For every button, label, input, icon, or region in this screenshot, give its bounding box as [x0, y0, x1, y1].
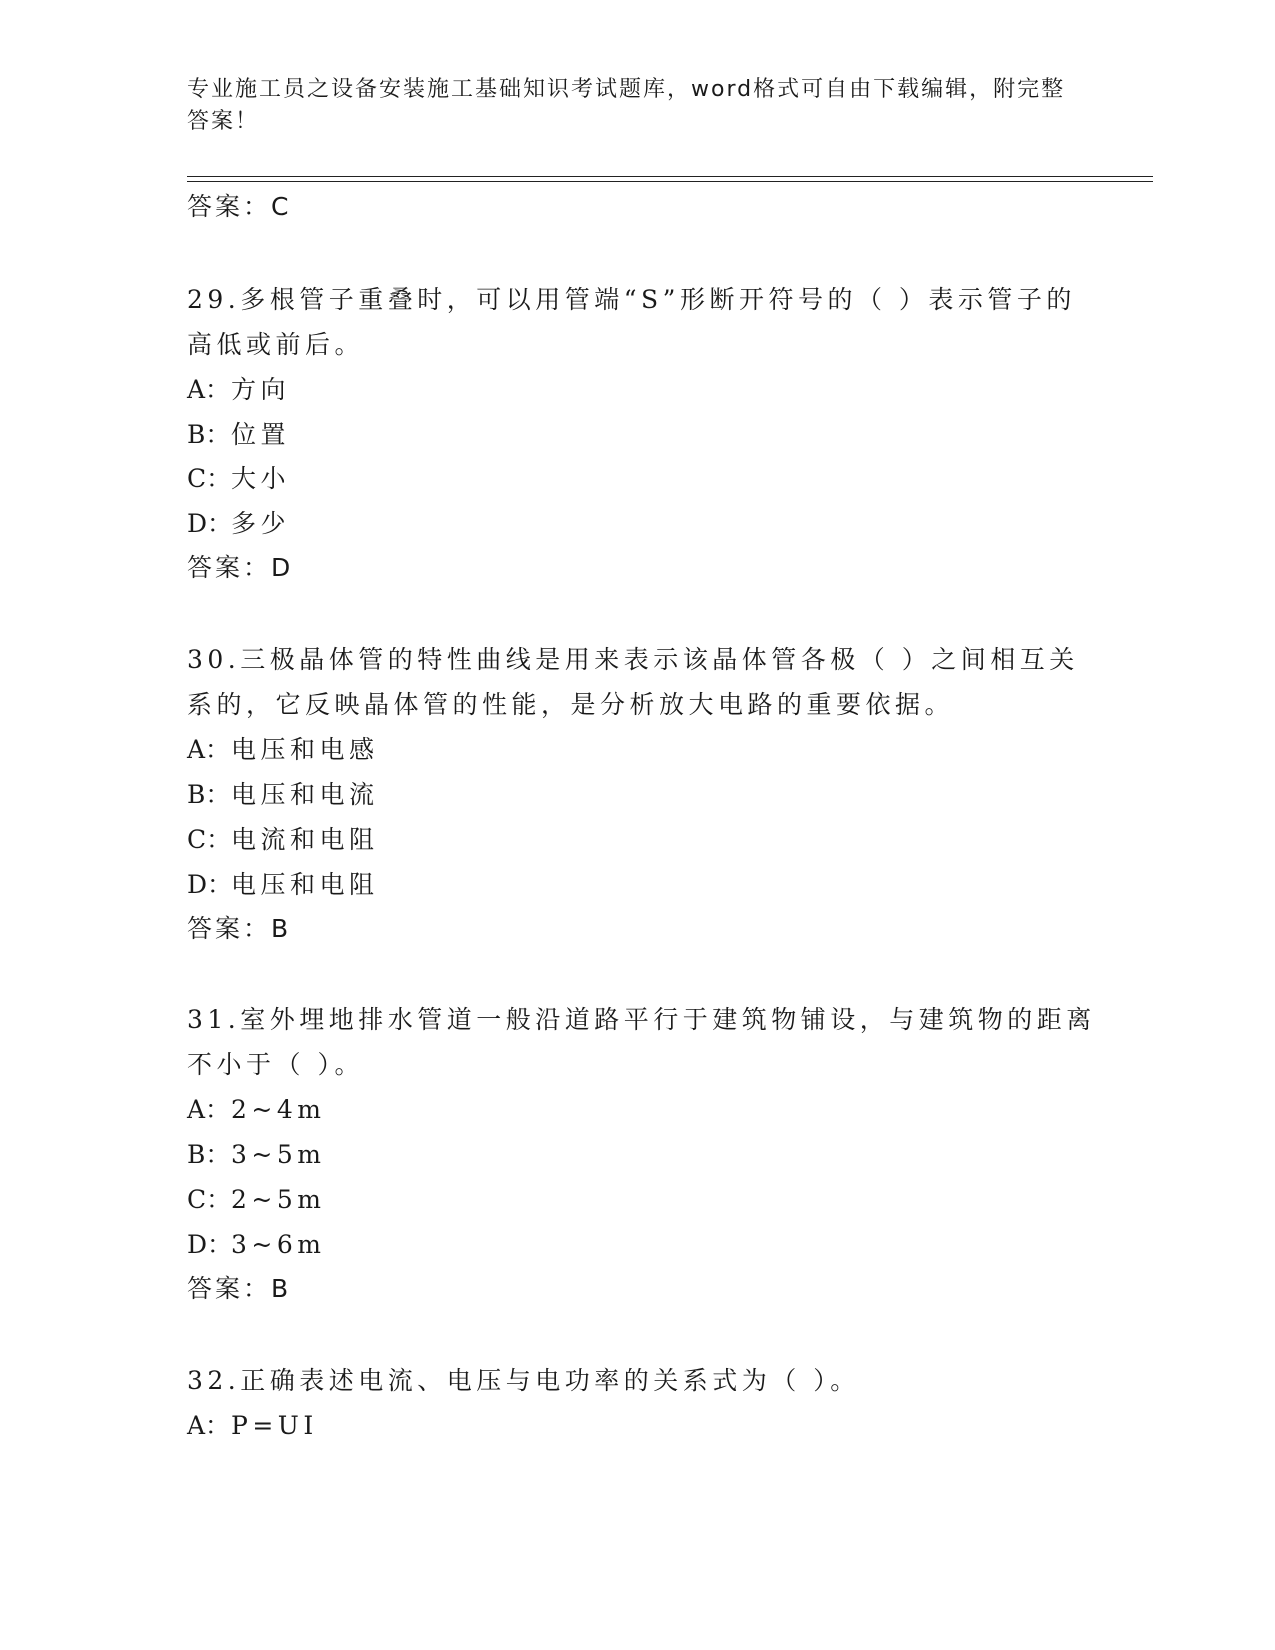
option-label: D： [187, 509, 233, 538]
option-text: 2~5m [231, 1185, 326, 1214]
option-text: 多少 [231, 509, 291, 538]
option-text: 2~4m [231, 1095, 326, 1124]
option-text: 电流和电阻 [231, 825, 379, 854]
option-label: B： [187, 420, 231, 449]
question-29-line-2: 高低或前后。 [187, 330, 365, 359]
answer-28: 答案：C [187, 192, 292, 221]
question-30-line-1: 30.三极晶体管的特性曲线是用来表示该晶体管各极（ ）之间相互关 [187, 645, 1079, 674]
question-30-option-c [187, 825, 379, 855]
option-label: B： [187, 1140, 231, 1169]
question-30-option-a [187, 735, 379, 765]
option-text: 电压和电感 [231, 735, 379, 764]
option-label: D： [187, 870, 233, 899]
option-label: B： [187, 780, 231, 809]
question-31-option-a [187, 1095, 325, 1125]
option-text: 方向 [231, 375, 291, 404]
question-30-option-d [187, 870, 379, 900]
question-30-option-b [187, 780, 379, 810]
option-text: 3~6m [231, 1230, 326, 1259]
option-label: A： [187, 1411, 231, 1440]
question-31-option-b [187, 1140, 325, 1170]
header-rule-top [187, 176, 1153, 177]
question-32-line-1: 32.正确表述电流、电压与电功率的关系式为（ ）。 [187, 1366, 860, 1395]
question-30-line-2: 系的，它反映晶体管的性能，是分析放大电路的重要依据。 [187, 690, 955, 719]
question-32-option-a [187, 1411, 318, 1441]
header-rule-bottom [187, 181, 1153, 182]
option-label: A： [187, 375, 231, 404]
question-29-option-b [187, 420, 290, 450]
option-text: 电压和电阻 [231, 870, 379, 899]
answer-30: 答案：B [187, 914, 292, 943]
option-text: 3~5m [231, 1140, 326, 1169]
document-header: 专业施工员之设备安装施工基础知识考试题库，word格式可自由下载编辑，附完整答案！ [187, 77, 1066, 134]
option-text: 位置 [231, 420, 291, 449]
option-label: D： [187, 1230, 233, 1259]
question-31-line-1: 31.室外埋地排水管道一般沿道路平行于建筑物铺设，与建筑物的距离 [187, 1005, 1096, 1034]
answer-31: 答案：B [187, 1274, 292, 1303]
option-text: P=UI [231, 1411, 318, 1440]
option-label: C： [187, 825, 232, 854]
question-31-line-2: 不小于（ ）。 [187, 1050, 364, 1079]
option-label: A： [187, 735, 231, 764]
option-text: 电压和电流 [231, 780, 379, 809]
answer-29: 答案：D [187, 553, 294, 582]
question-29-option-d [187, 509, 290, 539]
option-text: 大小 [231, 464, 291, 493]
option-label: C： [187, 464, 232, 493]
option-label: C： [187, 1185, 232, 1214]
question-29-line-1: 29.多根管子重叠时，可以用管端“S”形断开符号的（ ）表示管子的 [187, 285, 1076, 314]
question-29-option-a [187, 375, 290, 405]
question-31-option-d [187, 1230, 325, 1260]
question-29-option-c [187, 464, 290, 494]
option-label: A： [187, 1095, 231, 1124]
question-31-option-c [187, 1185, 325, 1215]
